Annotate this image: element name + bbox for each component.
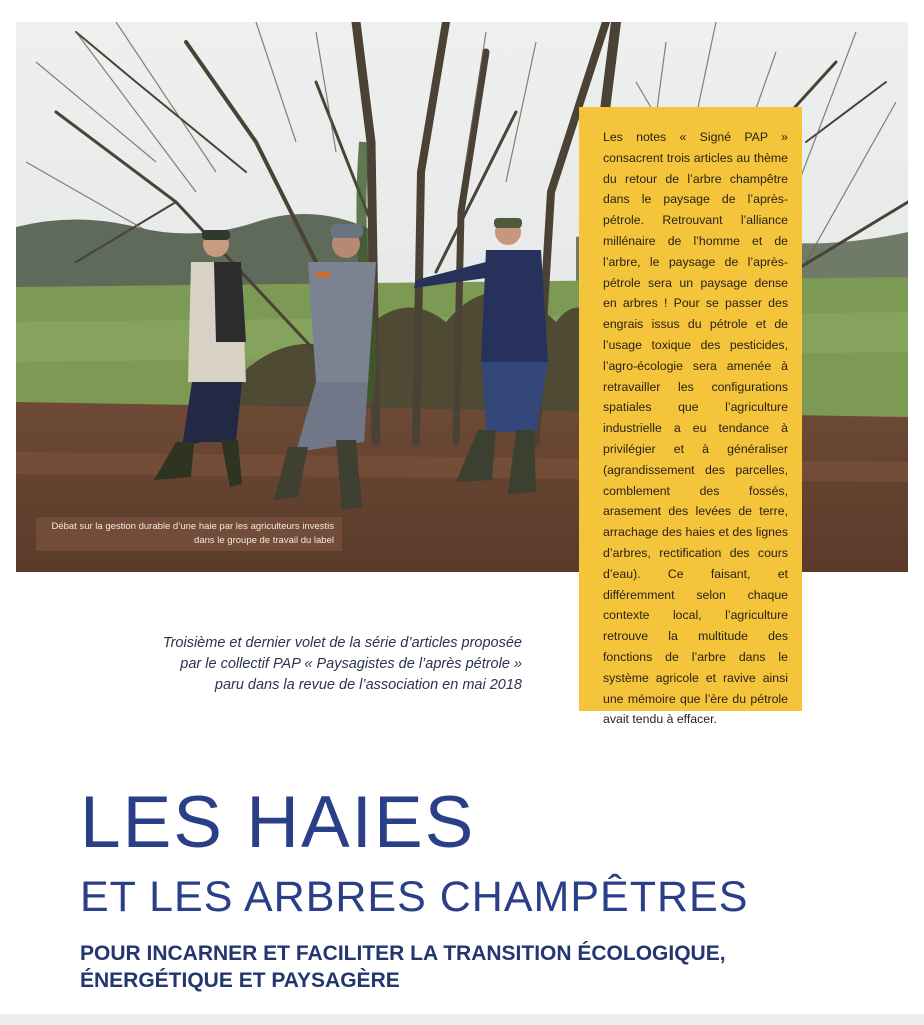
- photo-caption: Débat sur la gestion durable d’une haie par les agriculteurs investis dans le groupe de travail du label: [36, 517, 342, 551]
- article-intro: Troisième et dernier volet de la série d’articles proposée par le collectif PAP « Paysagistes de l’après pétrole » paru dans la revue de l’association en mai 2018: [162, 635, 522, 693]
- bottom-strip: [0, 1014, 924, 1025]
- page-subtitle: POUR INCARNER ET FACILITER LA TRANSITION ÉCOLOGIQUE, ÉNERGÉTIQUE ET PAYSAGÈRE: [80, 942, 726, 992]
- callout-box: Les notes « Signé PAP » consacrent trois articles au thème du retour de l’arbre champêtre dans le paysage de l’après-pétrole. Retrouvant l’alliance millénaire de l’homme et de l’arbre, le paysage de l’après-pétrole sera un paysage dense en arbres ! Pour se passer des engrais issus du pétrole et de l’usage toxique des pesticides, l’agro-écologie sera amenée à retravailler les configurations spatiales que l’agriculture industrielle a eu tendance à privilégier et à généraliser (agrandissement des parcelles, comblement des fossés, arasement des levées de terre, arrachage des haies et des lignes d’arbres, rectification des cours d’eau). Ce faisant, et différemment selon chaque contexte local, l’agriculture retrouve la multitude des fonctions de l’arbre dans le système agricole et ravive ainsi une mémoire que l’ère du pétrole avait tendu à effacer.: [579, 107, 802, 711]
- page-title: LES HAIES: [80, 782, 476, 863]
- page-title-secondary: ET LES ARBRES CHAMPÊTRES: [80, 873, 749, 921]
